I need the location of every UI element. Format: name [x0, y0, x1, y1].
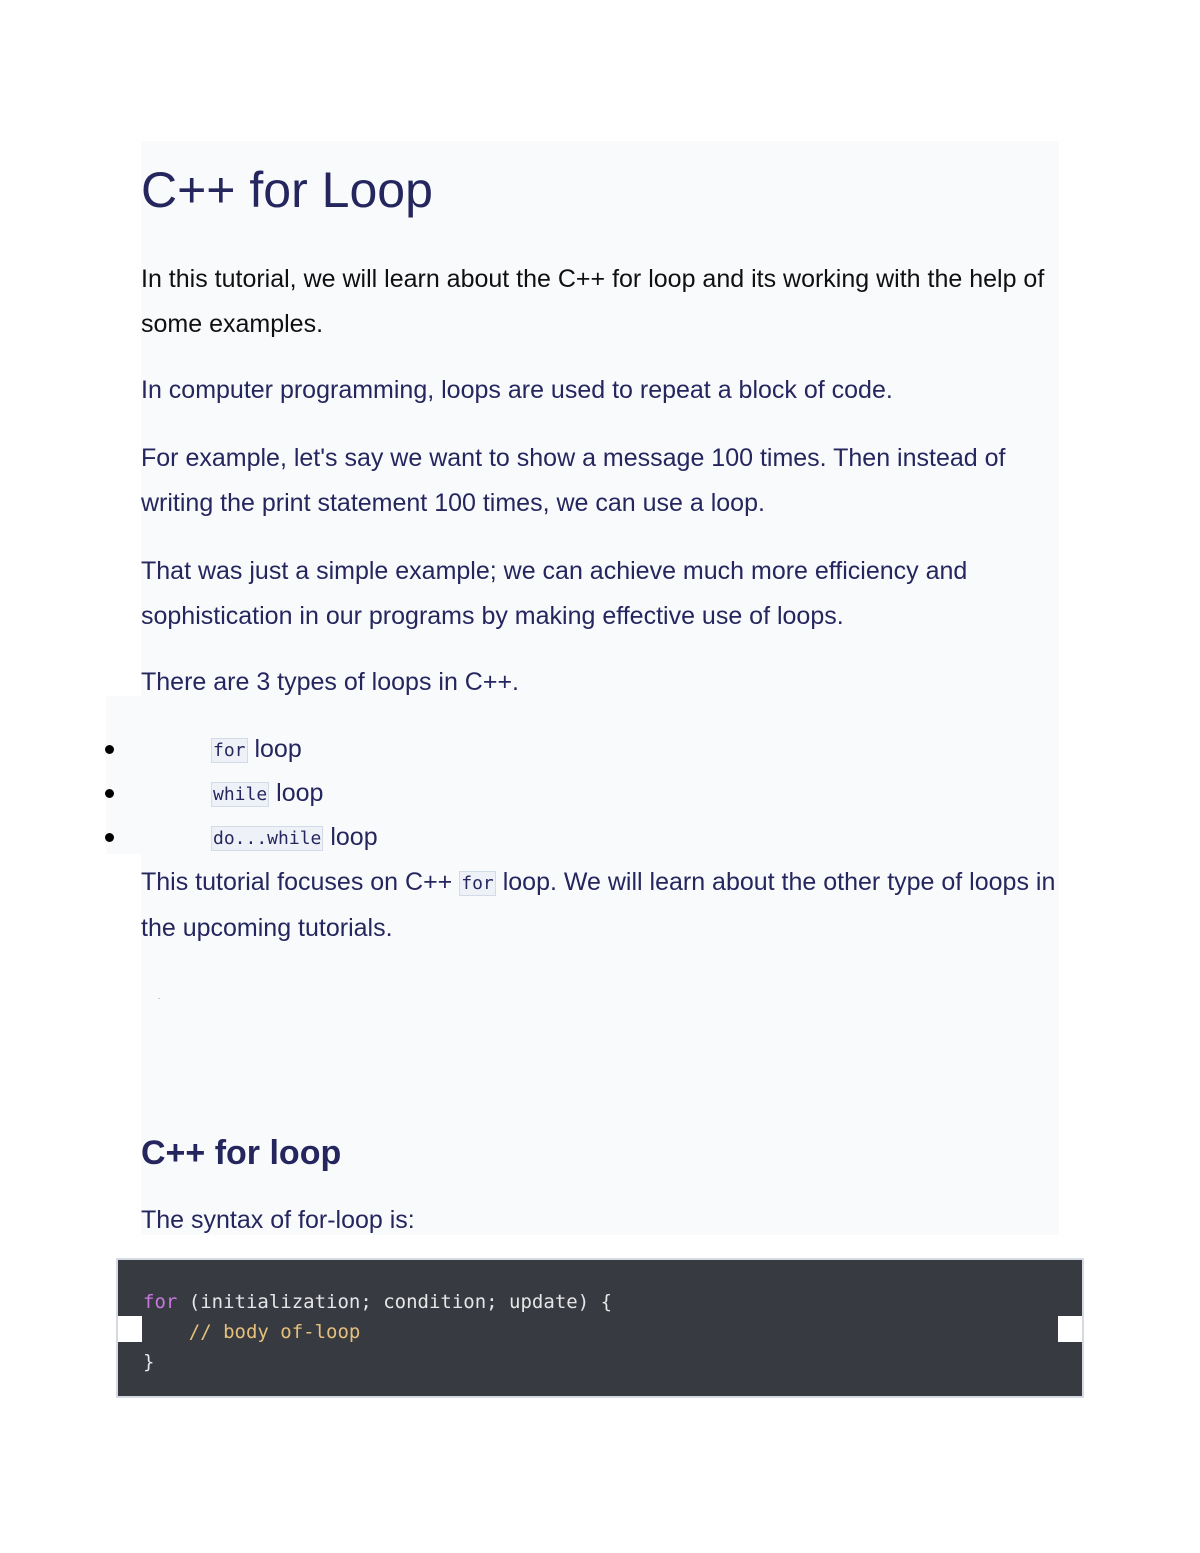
page-title: C++ for Loop: [141, 162, 433, 218]
intro-paragraph: In this tutorial, we will learn about the C++ for loop and its working with the help of some examples.: [141, 265, 1045, 338]
code-closing-brace: }: [143, 1351, 155, 1373]
syntax-intro: The syntax of for-loop is:: [141, 1206, 415, 1234]
code-block: [116, 1258, 1084, 1398]
code-keyword: for: [143, 1291, 178, 1313]
list-item-label: loop: [276, 779, 324, 807]
code-content: [143, 1287, 612, 1377]
bullet-icon: [105, 745, 114, 754]
bullet-icon: [105, 833, 114, 842]
section-heading: C++ for loop: [141, 1134, 342, 1172]
focus-text-after: loop. We will learn about the other type of loops in the upcoming tutorials.: [141, 868, 1056, 942]
list-item-label: loop: [330, 823, 378, 851]
paragraph-loop-types: There are 3 types of loops in C++.: [141, 668, 519, 696]
paragraph-loops-definition: In computer programming, loops are used to repeat a block of code.: [141, 376, 893, 404]
paragraph-focus: [141, 860, 1071, 951]
inline-code: for: [461, 873, 494, 894]
bullet-icon: [105, 789, 114, 798]
inline-code: do...while: [213, 828, 322, 849]
code-comment: // body of-loop: [188, 1321, 361, 1343]
paragraph-example: For example, let's say we want to show a message 100 times. Then instead of writing the print statement 100 times, we can use a loop.: [141, 444, 1006, 517]
code-block-left-handle: [118, 1316, 142, 1342]
list-item-label: loop: [254, 735, 302, 763]
code-line-1: (initialization; condition; update) {: [177, 1291, 613, 1313]
inline-code: for: [213, 740, 246, 761]
paragraph-efficiency: That was just a simple example; we can achieve much more efficiency and sophistication in our programs by making effective use of loops.: [141, 557, 968, 630]
inline-code: while: [213, 784, 268, 805]
placeholder-dot: [158, 998, 160, 999]
code-block-right-handle: [1058, 1316, 1082, 1342]
focus-text-before: This tutorial focuses on C++: [141, 868, 453, 896]
